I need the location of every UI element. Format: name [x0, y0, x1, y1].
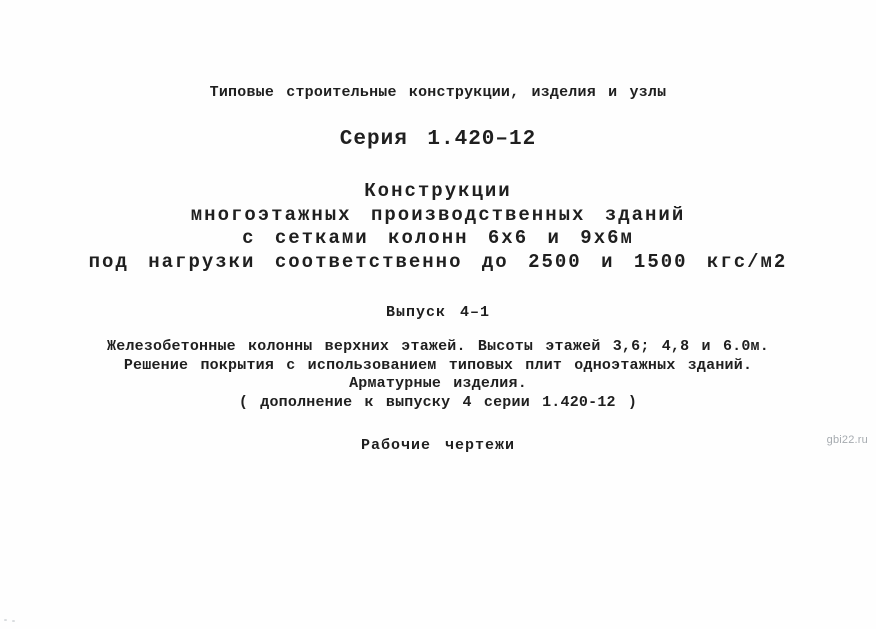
description-line: ( дополнение к выпуску 4 серии 1.420-12 ): [238, 393, 638, 411]
main-title-line: многоэтажных производственных зданий: [190, 203, 686, 226]
main-title-line: Конструкции: [364, 180, 512, 202]
document-type-label: Рабочие чертежи: [360, 437, 516, 454]
site-watermark: gbi22.ru: [826, 434, 868, 446]
description-line: Железобетонные колонны верхних этажей. Высоты этажей 3,6; 4,8 и 6.0м.: [107, 338, 769, 355]
description-block: [0, 338, 876, 412]
main-title-line: под нагрузки соответственно до 2500 и 1500 кгс/м2: [88, 250, 788, 273]
document-category-header: Типовые строительные конструкции, изделия и узлы: [209, 84, 667, 101]
issue-title: Выпуск 4–1: [385, 304, 490, 321]
scan-speck: [4, 619, 7, 621]
main-title-line: с сетками колонн 6х6 и 9х6м: [242, 227, 634, 249]
series-title: Серия 1.420–12: [339, 128, 537, 151]
scan-speck: [12, 620, 15, 622]
description-line: Арматурные изделия.: [349, 375, 527, 392]
main-title-block: [0, 180, 876, 274]
description-line: Решение покрытия с использованием типовых плит одноэтажных зданий.: [123, 356, 753, 374]
